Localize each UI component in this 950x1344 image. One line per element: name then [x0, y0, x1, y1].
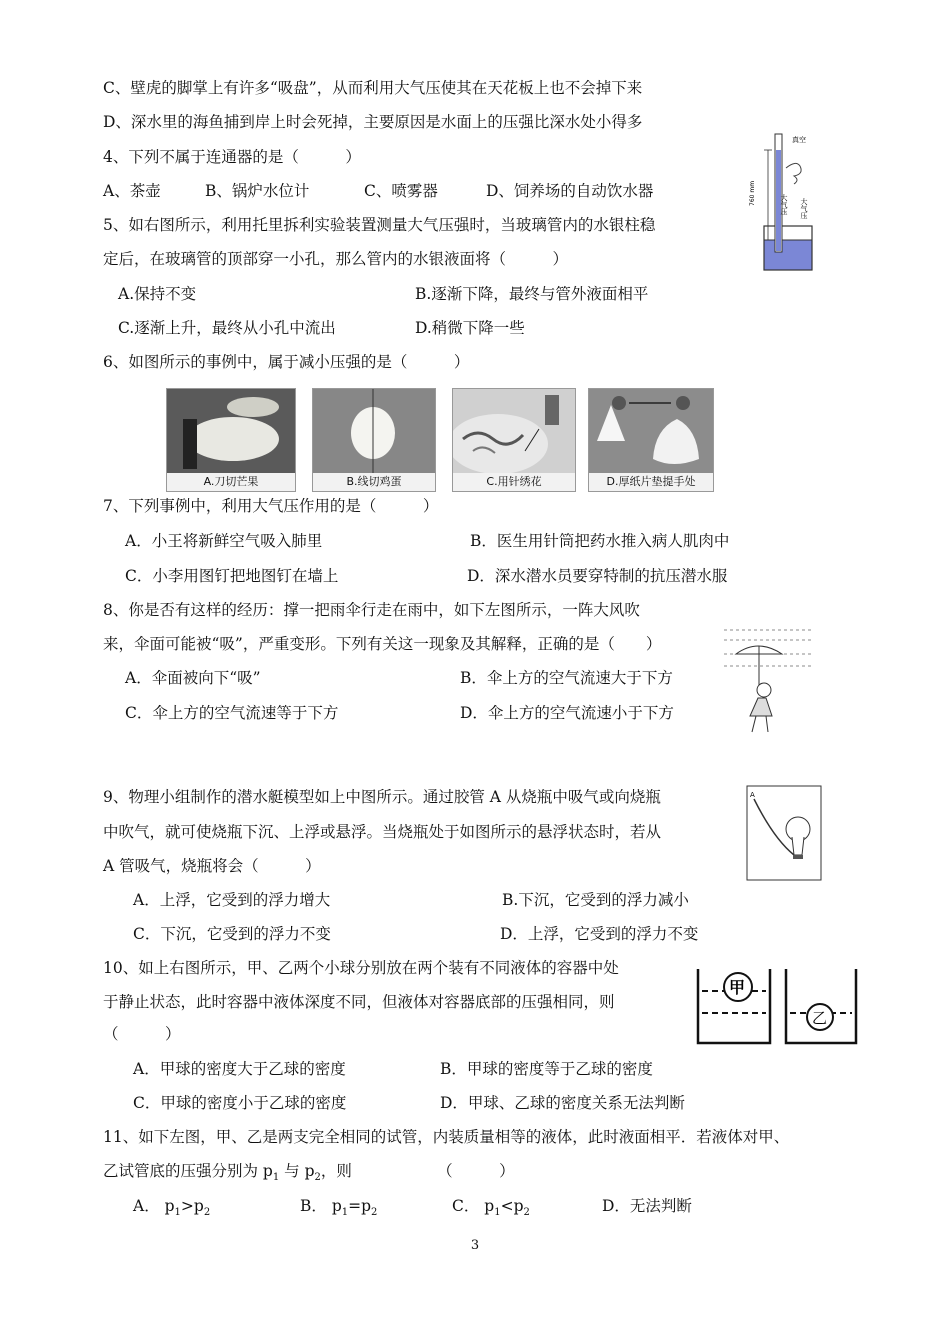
sub-2: 2: [314, 1172, 321, 1184]
q9-stem-line3: A 管吸气，烧瓶将会（ ）: [103, 857, 321, 875]
page-number: 3: [470, 1238, 480, 1253]
q3-option-d: D、深水里的海鱼捕到岸上时会死掉，主要原因是水面上的压强比深水处小得多: [103, 113, 643, 131]
q6-caption-b: B.线切鸡蛋: [313, 473, 435, 491]
torricelli-pressure-outside: 大气压: [800, 198, 808, 219]
torricelli-vacuum-label: 真空: [792, 136, 806, 144]
q10-option-a: A．甲球的密度大于乙球的密度: [133, 1060, 346, 1078]
torricelli-figure: [742, 128, 832, 276]
q11-stem-line2: [103, 1161, 515, 1188]
q6-photo-b: [312, 388, 436, 492]
q11-stem-line1: 11、如下左图，甲、乙是两支完全相同的试管，内装质量相等的液体，此时液面相平．若液体对甲、: [103, 1128, 790, 1146]
torricelli-height-label: 760 mm: [749, 180, 756, 206]
bag-handle-icon: [589, 389, 713, 473]
q4-option-a: A、茶壶: [103, 182, 161, 200]
q8-stem-line2: 来，伞面可能被“吸”，严重变形。下列有关这一现象及其解释，正确的是（ ）: [103, 635, 662, 653]
q10-stem-line1: 10、如上右图所示，甲、乙两个小球分别放在两个装有不同液体的容器中处: [103, 959, 619, 977]
q5-option-d: D.稍微下降一些: [415, 319, 525, 337]
q9-option-c: C．下沉，它受到的浮力不变: [133, 925, 331, 943]
q7-option-c: C．小李用图钉把地图钉在墙上: [125, 567, 339, 585]
ball-a-label: 甲: [729, 978, 746, 997]
q11-b-pre: B． p: [300, 1197, 342, 1215]
q5-stem-line1: 5、如右图所示，利用托里拆利实验装置测量大气压强时，当玻璃管内的水银柱稳: [103, 216, 656, 234]
sub-1: 1: [494, 1207, 501, 1219]
sub-1: 1: [174, 1207, 181, 1219]
q11-b-op: =p: [348, 1197, 372, 1215]
q5-option-c: C.逐渐上升，最终从小孔中流出: [118, 319, 336, 337]
q10-option-d: D．甲球、乙球的密度关系无法判断: [440, 1094, 685, 1112]
q4-option-b: B、锅炉水位计: [205, 182, 310, 200]
q8-stem-line1: 8、你是否有这样的经历：撑一把雨伞行走在雨中，如下左图所示，一阵大风吹: [103, 601, 640, 619]
sub-1: 1: [272, 1172, 280, 1184]
q6-photo-a: [166, 388, 296, 492]
q11-stem-mid: 与 p: [279, 1162, 315, 1180]
q11-option-a: [133, 1196, 210, 1223]
q11-stem-post: ，则 （ ）: [320, 1162, 515, 1180]
q7-stem: 7、下列事例中，利用大气压作用的是（ ）: [103, 497, 439, 515]
q9-option-a: A．上浮，它受到的浮力增大: [133, 891, 331, 909]
q6-caption-c: C.用针绣花: [453, 473, 575, 491]
embroidery-needle-icon: [453, 389, 575, 473]
flask-figure: [746, 785, 822, 881]
q4-stem: 4、下列不属于连通器的是（ ）: [103, 148, 361, 166]
torricelli-pressure-inside: 大气压: [780, 194, 788, 215]
q11-c-pre: C． p: [452, 1197, 495, 1215]
sub-2: 2: [203, 1207, 211, 1219]
q10-option-b: B．甲球的密度等于乙球的密度: [440, 1060, 653, 1078]
q11-option-d: D．无法判断: [602, 1197, 692, 1215]
q8-option-c: C．伞上方的空气流速等于下方: [125, 704, 339, 722]
ball-b-label: 乙: [812, 1009, 828, 1027]
sub-2: 2: [523, 1207, 530, 1219]
q3-option-c: C、壁虎的脚掌上有许多“吸盘”，从而利用大气压使其在天花板上也不会掉下来: [103, 79, 643, 97]
sub-1: 1: [341, 1207, 349, 1219]
q7-option-b: B．医生用针筒把药水推入病人肌肉中: [470, 532, 730, 550]
q6-stem: 6、如图所示的事例中，属于减小压强的是（ ）: [103, 353, 470, 371]
q11-c-op: <p: [500, 1197, 524, 1215]
q6-photo-d: [588, 388, 714, 492]
q5-option-b: B.逐渐下降，最终与管外液面相平: [415, 285, 649, 303]
q6-caption-a: A.刀切芒果: [167, 473, 295, 491]
q11-stem-pre: 乙试管底的压强分别为 p: [103, 1162, 273, 1180]
q10-stem-line2: 于静止状态，此时容器中液体深度不同，但液体对容器底部的压强相同，则: [103, 993, 615, 1011]
egg-thread-icon: [313, 389, 435, 473]
mango-knife-icon: [167, 389, 295, 473]
flask-tube-label: A: [750, 791, 755, 799]
q7-option-a: A．小王将新鲜空气吸入肺里: [125, 532, 323, 550]
q9-option-b: B.下沉，它受到的浮力减小: [502, 891, 689, 909]
q4-option-c: C、喷雾器: [364, 182, 438, 200]
q8-option-a: A．伞面被向下“吸”: [125, 669, 261, 687]
q10-stem-line3: （ ）: [103, 1025, 181, 1043]
q11-a-pre: A． p: [133, 1197, 175, 1215]
q5-stem-line2: 定后，在玻璃管的顶部穿一小孔，那么管内的水银液面将（ ）: [103, 250, 569, 268]
q9-option-d: D．上浮，它受到的浮力不变: [500, 925, 699, 943]
umbrella-figure: [722, 624, 814, 736]
q8-option-b: B．伞上方的空气流速大于下方: [460, 669, 673, 687]
q11-option-b: [300, 1196, 377, 1223]
sub-2: 2: [371, 1207, 378, 1219]
q4-option-d: D、饲养场的自动饮水器: [486, 182, 654, 200]
q6-photo-c: [452, 388, 576, 492]
q11-a-op: >p: [180, 1197, 204, 1215]
q6-caption-d: D.厚纸片垫提手处: [589, 473, 713, 491]
q5-option-a: A.保持不变: [118, 285, 197, 303]
q10-option-c: C．甲球的密度小于乙球的密度: [133, 1094, 347, 1112]
q9-stem-line2: 中吹气，就可使烧瓶下沉、上浮或悬浮。当烧瓶处于如图所示的悬浮状态时，若从: [103, 823, 662, 841]
q8-option-d: D．伞上方的空气流速小于下方: [460, 704, 674, 722]
q7-option-d: D．深水潜水员要穿特制的抗压潜水服: [467, 567, 728, 585]
q11-option-c: [452, 1196, 530, 1223]
containers-figure: [694, 965, 862, 1047]
q9-stem-line1: 9、物理小组制作的潜水艇模型如上中图所示。通过胶管 A 从烧瓶中吸气或向烧瓶: [103, 788, 661, 806]
